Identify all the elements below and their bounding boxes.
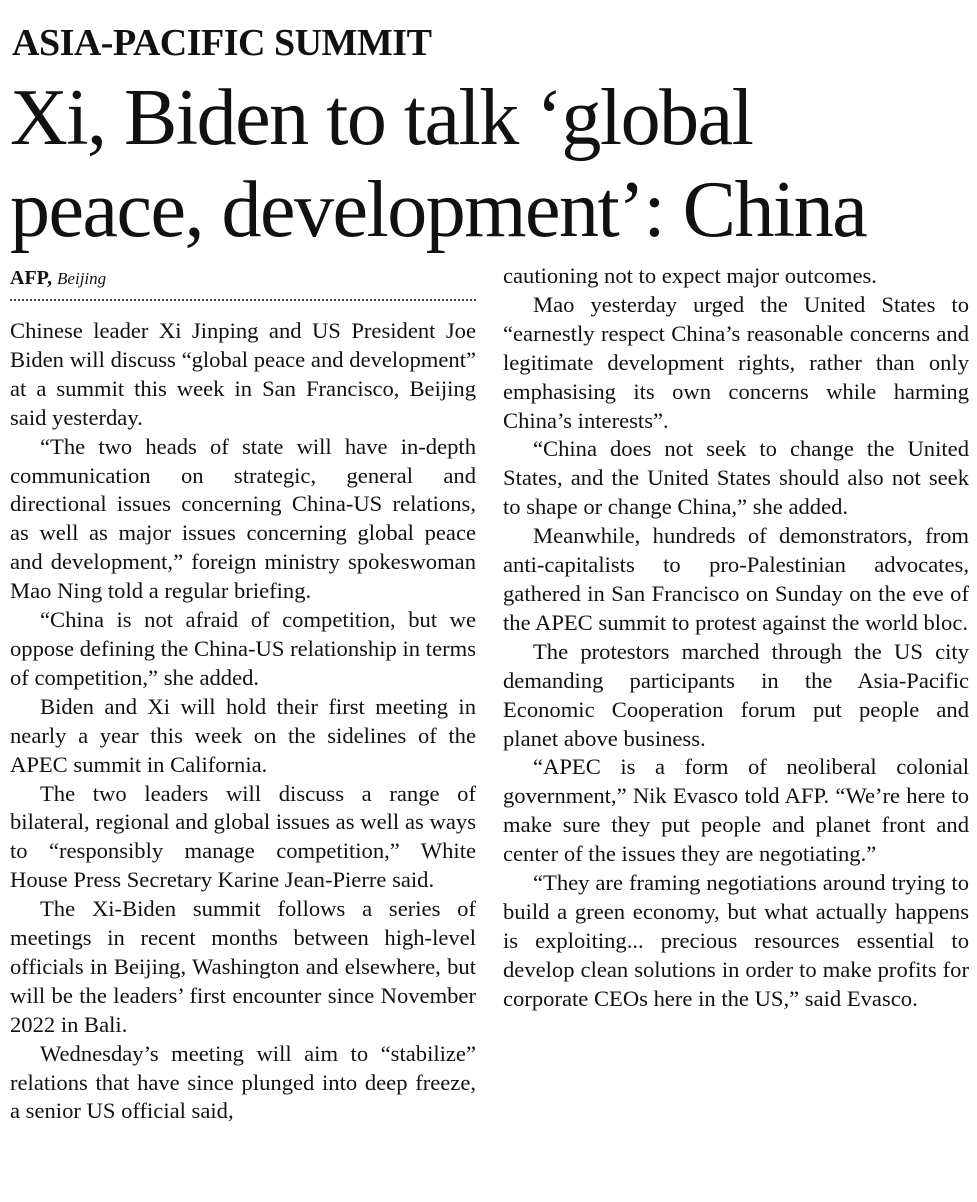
body-paragraph: “They are framing negotiations around trying to build a green economy, but what actually happens is exploiting... precious resources essential to develop clean solutions in order to make profits for corporate CEOs here in the US,” said Evasco. xyxy=(503,870,969,1011)
body-paragraph: Meanwhile, hundreds of demonstrators, from anti-capitalists to pro-Palestinian advocates, gathered in San Francisco on Sunday on the eve of the APEC summit to protest against the world bloc. xyxy=(503,523,969,635)
byline-agency: AFP, xyxy=(10,267,53,289)
body-paragraph: The Xi-Biden summit follows a series of meetings in recent months between high-level officials in Beijing, Washington and elsewhere, but will be the leaders’ first encounter since November 2022 in Bali. xyxy=(10,896,476,1037)
body-paragraph: The protestors marched through the US city demanding participants in the Asia-Pacific Economic Cooperation forum put people and planet above business. xyxy=(503,638,969,751)
byline-dateline: Beijing xyxy=(57,269,107,288)
body-paragraph: “China is not afraid of competition, but we oppose defining the China-US relationship in terms of competition,” she added. xyxy=(10,607,476,690)
byline xyxy=(10,264,476,301)
body-paragraph: Mao yesterday urged the United States to “earnestly respect China’s reasonable concerns and legitimate development rights, rather than only emphasising its own concerns while harming China’s interests”. xyxy=(503,291,969,433)
headline-line: peace, development’: China xyxy=(10,166,867,254)
headline-line: Xi, Biden to talk ‘global xyxy=(10,74,753,162)
section-kicker: ASIA-PACIFIC SUMMIT xyxy=(12,22,432,64)
body-paragraph: Chinese leader Xi Jinping and US President Joe Biden will discuss “global peace and development” at a summit this week in San Francisco, Beijing said yesterday. xyxy=(10,318,476,430)
body-paragraph: “China does not seek to change the United States, and the United States should also not seek to shape or change China,” she added. xyxy=(503,436,969,520)
body-paragraph: The two leaders will discuss a range of bilateral, regional and global issues as well as ways to “responsibly manage competition,” White House Press Secretary Karine Jean-Pierre said. xyxy=(10,780,476,893)
body-paragraph: Biden and Xi will hold their first meeting in nearly a year this week on the sidelines of the APEC summit in California. xyxy=(10,693,476,777)
body-paragraph: “APEC is a form of neoliberal colonial government,” Nik Evasco told AFP. “We’re here to make sure they put people and planet front and center of the issues they are negotiating.” xyxy=(503,754,969,867)
headline xyxy=(10,72,970,256)
article-column-left xyxy=(10,264,476,1126)
body-paragraph: “The two heads of state will have in-depth communication on strategic, general and directional issues concerning China-US relations, as well as major issues concerning global peace and development,” foreign ministry spokeswoman Mao Ning told a regular briefing. xyxy=(10,433,476,604)
body-paragraph: cautioning not to expect major outcomes. xyxy=(503,263,877,288)
article-column-right xyxy=(503,262,969,1014)
body-paragraph: Wednesday’s meeting will aim to “stabilize” relations that have since plunged into deep freeze, a senior US official said, xyxy=(10,1040,476,1124)
